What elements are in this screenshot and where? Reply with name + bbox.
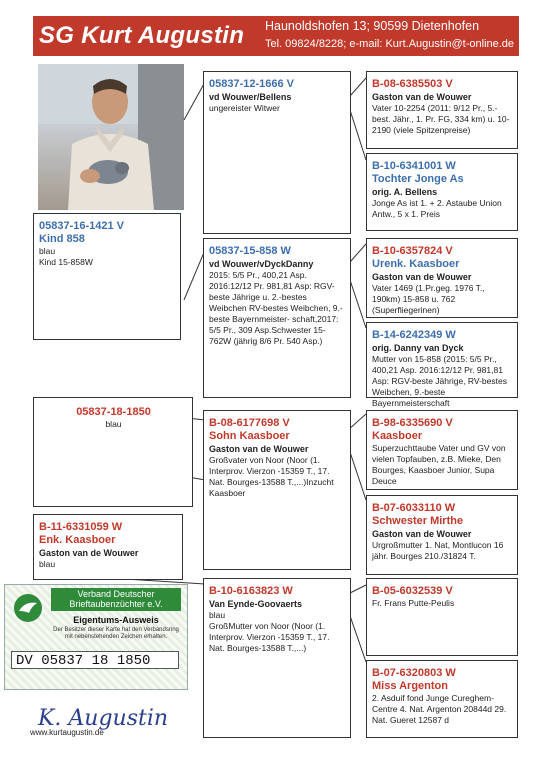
pigeon-info: Jonge As ist 1. + 2. Astaube Union Antw., 5 x 1. Preis [372, 198, 502, 219]
pedigree-card-sib-sire-dam [366, 495, 518, 575]
pigeon-info: Großvater von Noor (Noor (1. Interprov. Vierzon -15359 T., 17. Nat. Bourges-13588 T.,...)Inzucht Kaasboer [209, 455, 334, 498]
breeder-name: vd Wouwer/Bellens [209, 92, 292, 102]
pedigree-card-subject [33, 213, 181, 340]
pigeon-color: blau [209, 610, 226, 620]
pedigree-card-sib-dam-sire [203, 578, 351, 738]
pigeon-info: Urgroßmutter 1. Nat, Montlucon 16 jähr. Bourges 210./31824 T. [372, 540, 504, 561]
pigeon-info: Vater 1469 (1.Pr.geg. 1976 T., 190km) 15-858 u. 762 (Superfliegerinen) [372, 283, 485, 315]
breeder-name: orig. A. Bellens [372, 187, 438, 197]
loft-contact: Tel. 09824/8228; e-mail: Kurt.Augustin@t-online.de [265, 38, 515, 50]
pigeon-color: blau [39, 246, 56, 256]
ownership-card [4, 584, 188, 690]
ring-number: B-11-6331059 W [39, 521, 123, 533]
pigeon-name: Enk. Kaasboer [39, 534, 116, 546]
card-note: Der Besitzer dieser Karte hat den Verbandsring mit nebenstehenden Zeichen erhalten. [53, 627, 179, 640]
pigeon-info: GroßMutter von Noor (Noor (1. Interprov. Vierzon -15359 T., 17. Nat. Bourges-13588 T.,...) [209, 621, 330, 653]
breeder-name: Gaston van de Wouwer [372, 529, 472, 539]
pedigree-card-sibling [33, 397, 193, 507]
breeder-name: Gaston van de Wouwer [39, 548, 139, 558]
pedigree-card-sire-dam [366, 153, 518, 231]
card-title: Eigentums-Ausweis [73, 615, 159, 625]
pigeon-info: 2015: 5/5 Pr., 400,21 Asp. 2016:12/12 Pr. 981,81 Asp: RGV-beste Jährige u. 2.-bestes Weibchen RV-bestes Weibchen, 9.-beste Bayernmeister- schaft,2017: 5/5 Pr., 309 Asp.Schwester 15-762W (jährig 8/6 Pr. 540 Asp.) [209, 270, 343, 346]
pigeon-info: ungereister Witwer [209, 103, 280, 113]
ring-number: 05837-18-1850 [76, 406, 151, 418]
signature: K. Augustin [38, 706, 169, 731]
ring-number: B-07-6033110 W [372, 502, 456, 514]
website-url[interactable]: www.kurtaugustin.de [30, 728, 104, 737]
pigeon-name: Urenk. Kaasboer [372, 258, 460, 270]
pedigree-card-dam [203, 238, 351, 398]
pigeon-name: Miss Argenton [372, 680, 448, 692]
ring-number: 05837-16-1421 V [39, 220, 125, 232]
pigeon-name: Schwester Mirthe [372, 515, 464, 527]
ring-number: B-10-6341001 W [372, 160, 456, 172]
dove-logo-icon [13, 593, 43, 623]
pigeon-info: Vater 10-2254 (2011: 9/12 Pr., 5.-best. Jähr., 1. Pr. FG, 334 km) u. 10-2190 (viele Spitzenpreise) [372, 103, 510, 135]
association-name: Verband Deutscher Brieftaubenzüchter e.V. [51, 588, 181, 611]
loft-address: Haunoldshofen 13; 90599 Dietenhofen [265, 19, 480, 33]
pedigree-card-sire [203, 71, 351, 234]
pigeon-name: Kaasboer [372, 430, 423, 442]
pedigree-card-sib-dam [33, 514, 183, 580]
pigeon-name: Kind 858 [39, 233, 85, 245]
breeder-name: Gaston van de Wouwer [372, 92, 472, 102]
ring-number: 05837-12-1666 V [209, 78, 295, 90]
ring-number: B-14-6242349 W [372, 329, 456, 341]
pigeon-info: 2. Asduif fond Junge Cureghem-Centre 4. Nat. Argenton 20844d 29. Nat. Gueret 12587 d [372, 693, 507, 725]
ring-number: B-10-6357824 V [372, 245, 453, 257]
ring-number-field: DV 05837 18 1850 [11, 651, 179, 669]
pigeon-info: Kind 15-858W [39, 257, 93, 267]
pedigree-card-sib-sire-sire [366, 410, 518, 490]
pedigree-card-sib-sire [203, 410, 351, 570]
pedigree-card-dam-sire [366, 238, 518, 318]
pigeon-color: blau [39, 559, 56, 569]
ring-number: B-07-6320803 W [372, 667, 456, 679]
breeder-name: vd Wouwer/vDyckDanny [209, 259, 314, 269]
breeder-name: Gaston van de Wouwer [209, 444, 309, 454]
ring-number: B-98-6335690 V [372, 417, 453, 429]
ring-number: 05837-15-858 W [209, 245, 291, 257]
breeder-name: Gaston van de Wouwer [372, 272, 472, 282]
ring-number: B-10-6163823 W [209, 585, 293, 597]
ring-number: B-05-6032539 V [372, 585, 453, 597]
pigeon-info: Fr. Frans Putte-Peulis [372, 598, 455, 608]
pigeon-name: Sohn Kaasboer [209, 430, 290, 442]
ring-number: B-08-6385503 V [372, 78, 453, 90]
breeder-name: Van Eynde-Goovaerts [209, 599, 303, 609]
pigeon-color: blau [105, 419, 122, 429]
ring-number: B-08-6177698 V [209, 417, 290, 429]
pedigree-card-dam-dam [366, 322, 518, 408]
pedigree-card-sib-dam-sire-sire [366, 578, 518, 656]
pigeon-name: Tochter Jonge As [372, 173, 464, 185]
pigeon-info: Mutter von 15-858 (2015: 5/5 Pr., 400,21 Asp. 2016:12/12 Pr. 981,81 Asp: RGV-beste Jährige, RV-bestes Weibchen, 9.-beste Bayernmeisterschaft [372, 354, 507, 408]
pedigree-card-sib-dam-sire-dam [366, 660, 518, 738]
breeder-name: orig. Danny van Dyck [372, 343, 464, 353]
pedigree-card-sire-sire [366, 71, 518, 149]
loft-title: SG Kurt Augustin [39, 22, 245, 49]
pigeon-info: Superzuchttaube Vater und GV von vielen Topfauben, z.B. Mieke, Den Bourges, Kaasboer Junior, Supa Deuce [372, 443, 506, 486]
